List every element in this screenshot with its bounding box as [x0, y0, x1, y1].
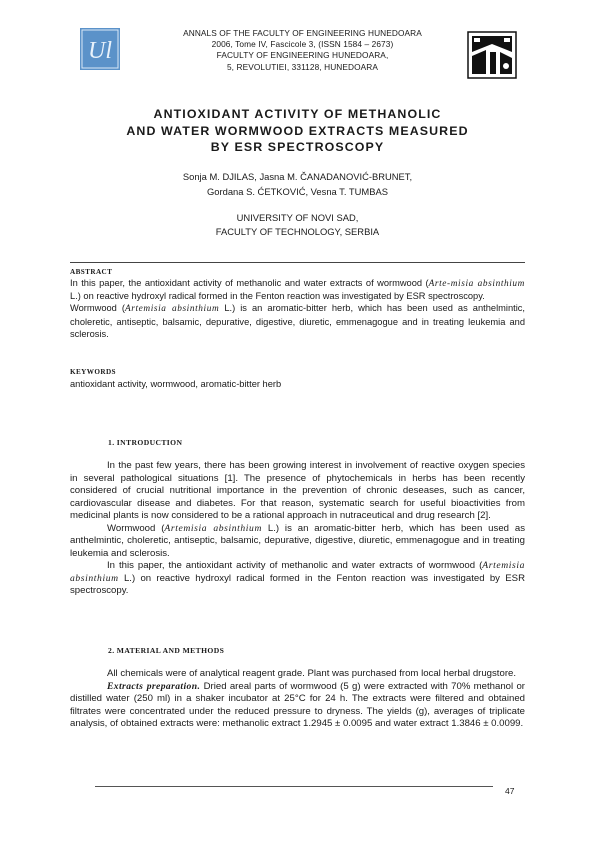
- section-heading: 1. INTRODUCTION: [108, 438, 183, 447]
- body-paragraph: In this paper, the antioxidant activity of methanolic and water extracts of wormwood (Artemisia absinthium L.) on reactive hydroxyl radical formed in the Fenton reaction was investigated by ESR spectroscopy.: [70, 560, 525, 596]
- abstract-paragraph: In this paper, the antioxidant activity of methanolic and water extracts of wormwood (Arte-misia absinthium L.) on reactive hydroxyl radical formed in the Fenton reaction was investigated by ESR spectroscopy.: [70, 278, 525, 302]
- body-paragraph: Wormwood (Artemisia absinthium L.) is an aromatic-bitter herb, which has been used as anthelmintic, choleretic, antiseptic, balsamic, depurative, digestive, diuretic, emmenagogue and in treating leukemia and sclerosis.: [70, 522, 525, 559]
- run-in-heading: Extracts preparation.: [107, 680, 201, 692]
- header-line: ANNALS OF THE FACULTY OF ENGINEERING HUNEDOARA: [183, 28, 422, 38]
- abstract-body: [70, 277, 525, 340]
- body-paragraph: Extracts preparation. Dried areal parts of wormwood (5 g) were extracted with 70% methanol or distilled water (250 ml) in a shaker incubator at 25°C for 24 h. The extracts were filtered and obtained filtrates were concentrated under the reduced pressure to dryness. The yields (g), averages of triplicate analysis, of obtained extracts were: methanolic extract 1.2945 ± 0.0095 and water extract 1.3846 ± 0.0099.: [70, 680, 525, 729]
- title-line: BY ESR SPECTROSCOPY: [210, 140, 385, 155]
- body-paragraph: All chemicals were of analytical reagent grade. Plant was purchased from local herbal drugstore.: [107, 668, 517, 679]
- affiliation-line: FACULTY OF TECHNOLOGY, SERBIA: [215, 225, 380, 237]
- footer-divider: [95, 786, 493, 787]
- title-line: AND WATER WORMWOOD EXTRACTS MEASURED: [126, 123, 469, 138]
- header-line: FACULTY OF ENGINEERING HUNEDOARA,: [216, 50, 389, 61]
- page-number: 47: [505, 786, 515, 796]
- author-line: Gordana S. ĆETKOVIĆ, Vesna T. TUMBAS: [207, 185, 388, 197]
- abstract-paragraph: Wormwood (Artemisia absinthium L.) is an aromatic-bitter herb, which has been used as anthelmintic, choleretic, antiseptic, balsamic, depurative, digestive, diuretic, emmenagogue and in treating leukemia and sclerosis.: [70, 303, 525, 339]
- faculty-emblem-icon: [466, 30, 518, 80]
- title-line: ANTIOXIDANT ACTIVITY OF METHANOLIC: [153, 107, 442, 121]
- divider: [70, 262, 525, 263]
- affiliation: [100, 211, 495, 238]
- journal-logo-icon: [80, 28, 120, 70]
- species-name: Artemisia absinthium: [125, 304, 220, 315]
- paper-title: [70, 106, 525, 156]
- author-line: Sonja M. DJILAS, Jasna M. ČANADANOVIĆ-BRUNET,: [182, 171, 413, 182]
- keywords-label: KEYWORDS: [70, 368, 116, 376]
- introduction-body: [70, 460, 525, 598]
- header-line: 5, REVOLUTIEI, 331128, HUNEDOARA: [226, 61, 379, 72]
- header-line: 2006, Tome IV, Fascicole 3, (ISSN 1584 – 2673): [211, 39, 394, 50]
- logo-lettering: Ul: [88, 38, 112, 64]
- methods-body: [70, 668, 525, 731]
- author-list: [100, 170, 495, 199]
- journal-header: [150, 28, 455, 73]
- affiliation-line: UNIVERSITY OF NOVI SAD,: [236, 212, 359, 223]
- abstract-label: ABSTRACT: [70, 268, 113, 276]
- body-paragraph: In the past few years, there has been growing interest in involvement of reactive oxygen species in several pathological situations [1]. The presence of phytochemicals in herbs has been recently considered of crucial nutritional importance in the prevention of chronic deseases, such as cancer, cardiovascular disease and diabetes. For that reason, systematic search for useful bioactivities from medicinal plants is now considered to be a rational approach in nutraceutical and drug research [2].: [70, 460, 525, 521]
- species-name: Artemisia absinthium: [164, 522, 262, 534]
- species-name: Arte-misia absinthium: [428, 279, 525, 289]
- keywords-text: antioxidant activity, wormwood, aromatic-bitter herb: [70, 379, 282, 389]
- section-heading: 2. MATERIAL AND METHODS: [108, 646, 225, 655]
- species-name: Artemisia absinthium: [70, 560, 525, 584]
